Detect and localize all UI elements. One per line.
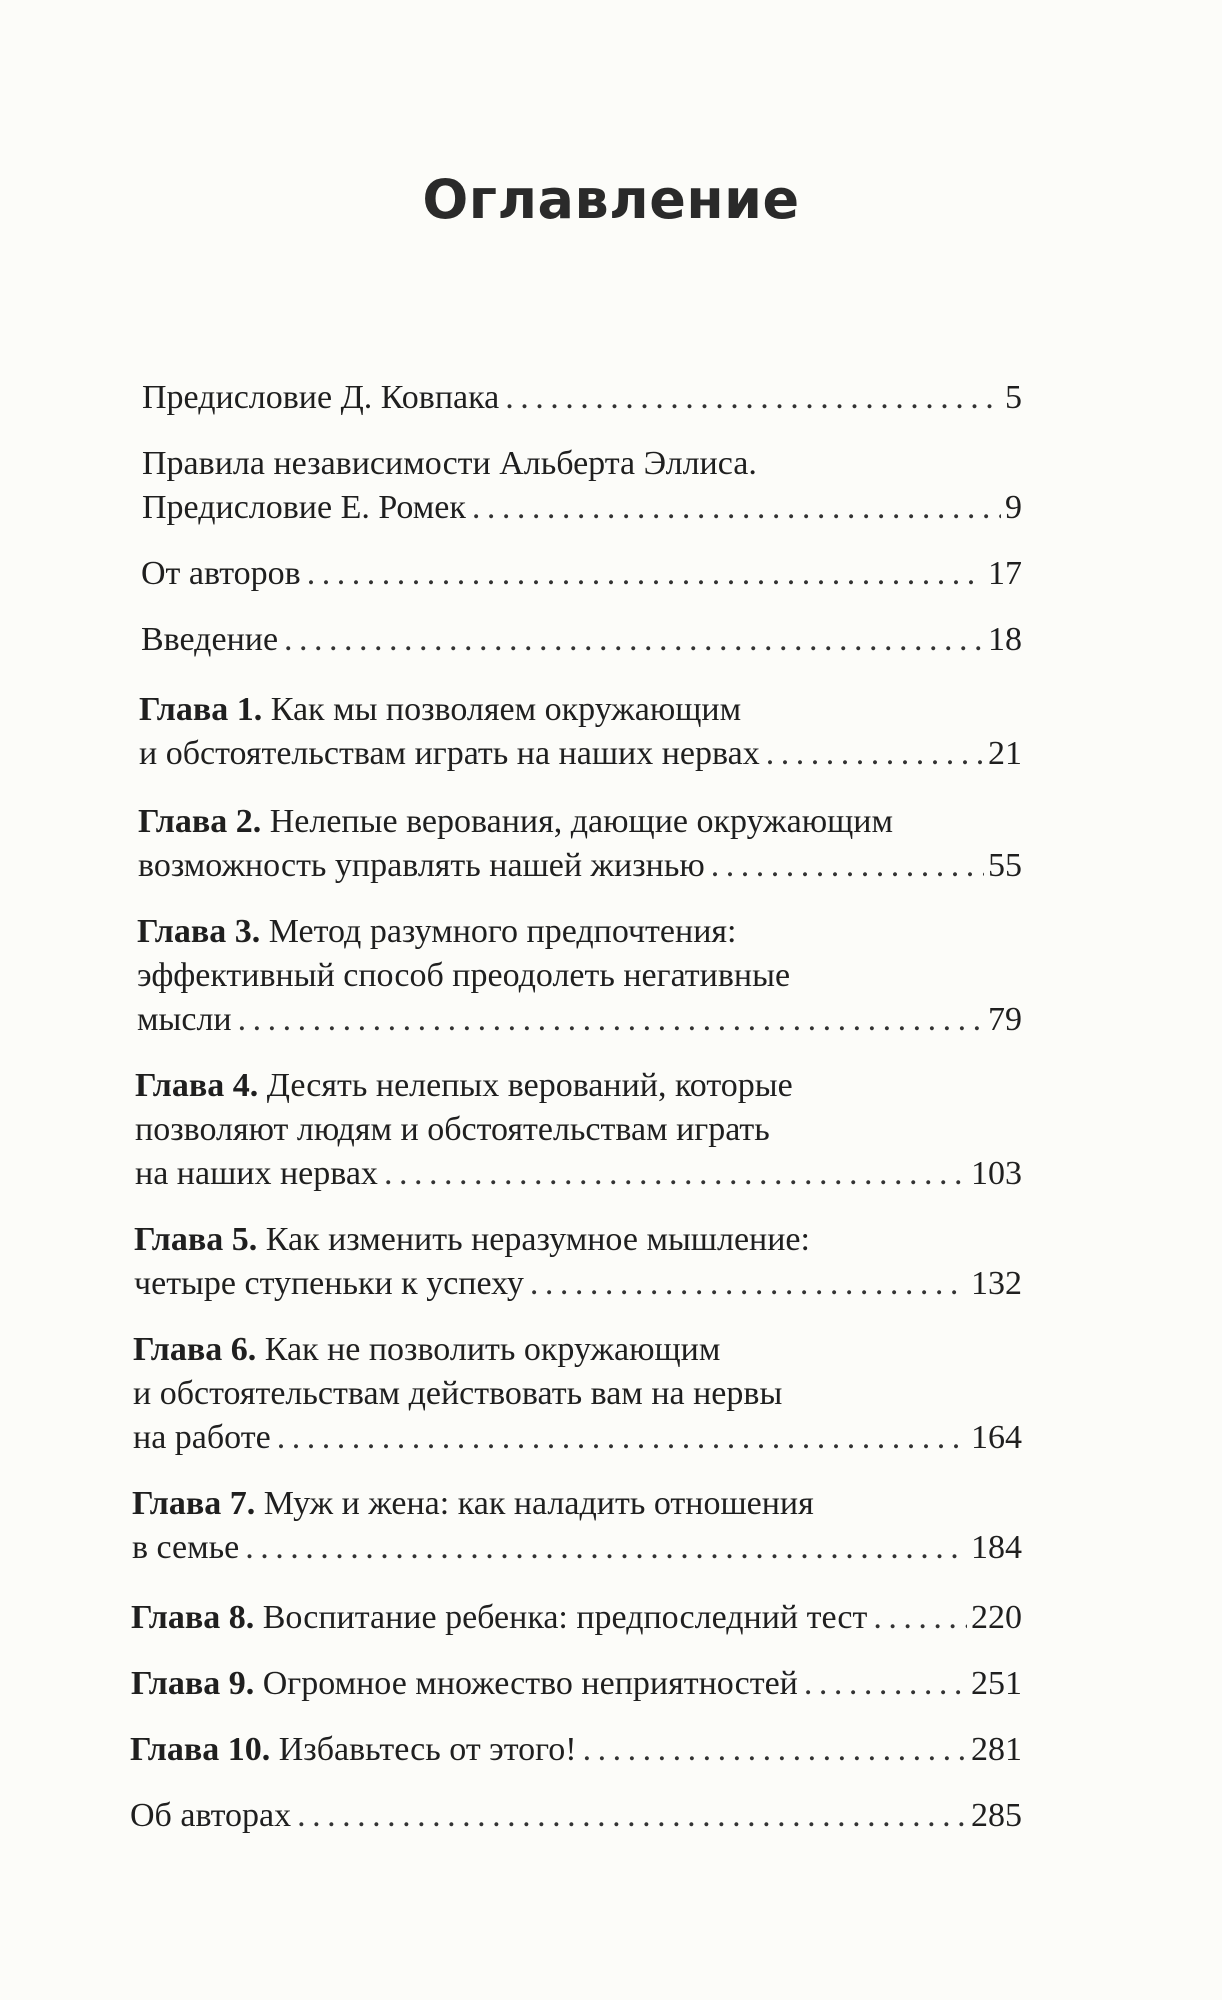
dot-leader [297,1796,967,1836]
page-number: 164 [971,1419,1022,1456]
entry-title: на работе [133,1419,271,1456]
entry-title-line: и обстоятельствам действовать вам на нервы [133,1375,783,1412]
entry-title: и обстоятельствам играть на наших нервах [139,735,760,772]
chapter-number: Глава 6. [133,1331,257,1368]
entry-title: Воспитание ребенка: предпоследний тест [262,1599,868,1636]
entry-title: Об авторах [130,1797,292,1834]
dot-leader [277,1418,967,1458]
chapter-number: Глава 10. [130,1731,271,1768]
page-number: 281 [971,1731,1022,1768]
entry-title-line: Правила независимости Альберта Эллиса. [142,445,757,482]
entry-title: Введение [141,621,279,658]
page-number: 184 [971,1529,1022,1566]
page-number: 18 [988,621,1022,658]
entry-title-line: Муж и жена: как наладить отношения [263,1485,814,1522]
dot-leader [384,1154,967,1194]
dot-leader [873,1598,967,1638]
dot-leader [284,620,984,660]
entry-title: Предисловие Д. Ковпака [142,379,500,416]
entry-title: От авторов [141,555,301,592]
entry-title-line: Как изменить неразумное мышление: [265,1221,810,1258]
entry-title: Предисловие Е. Ромек [142,489,466,526]
page-number: 55 [988,847,1022,884]
page-number: 5 [1005,379,1022,416]
entry-title: четыре ступеньки к успеху [134,1265,524,1302]
page-number: 103 [971,1155,1022,1192]
chapter-number: Глава 5. [134,1221,258,1258]
dot-leader [245,1528,967,1568]
entry-title: на наших нервах [135,1155,378,1192]
page-number: 17 [988,555,1022,592]
entry-title-line: позволяют людям и обстоятельствам играть [135,1111,770,1148]
entry-title-line: Десять нелепых верований, которые [266,1067,793,1104]
page-title: Оглавление [422,168,800,231]
entry-title-line: Как мы позволяем окружающим [270,691,742,728]
dot-leader [583,1730,967,1770]
chapter-number: Глава 9. [131,1665,255,1702]
entry-title-line: Как не позволить окружающим [264,1331,721,1368]
dot-leader [472,488,1001,528]
page-number: 79 [988,1001,1022,1038]
entry-title-line: Метод разумного предпочтения: [268,913,737,950]
entry-title-line: эффективный способ преодолеть негативные [137,957,791,994]
entry-title: Огромное множество неприятностей [262,1665,798,1702]
entry-title: мысли [137,1001,232,1038]
dot-leader [711,846,984,886]
chapter-number: Глава 7. [132,1485,256,1522]
page-number: 285 [971,1797,1022,1834]
chapter-number: Глава 3. [137,913,261,950]
entry-title: в семье [132,1529,240,1566]
dot-leader [804,1664,967,1704]
entry-title-line: Нелепые верования, дающие окружающим [269,803,893,840]
chapter-number: Глава 1. [139,691,263,728]
dot-leader [530,1264,967,1304]
page-number: 21 [988,735,1022,772]
page-number: 9 [1005,489,1022,526]
dot-leader [505,378,1001,418]
page-number: 251 [971,1665,1022,1702]
dot-leader [238,1000,984,1040]
chapter-number: Глава 2. [138,803,262,840]
dot-leader [766,734,984,774]
chapter-number: Глава 8. [131,1599,255,1636]
entry-title: Избавьтесь от этого! [278,1731,577,1768]
chapter-number: Глава 4. [135,1067,259,1104]
page-number: 220 [971,1599,1022,1636]
entry-title: возможность управлять нашей жизнью [138,847,705,884]
dot-leader [307,554,984,594]
page-number: 132 [971,1265,1022,1302]
